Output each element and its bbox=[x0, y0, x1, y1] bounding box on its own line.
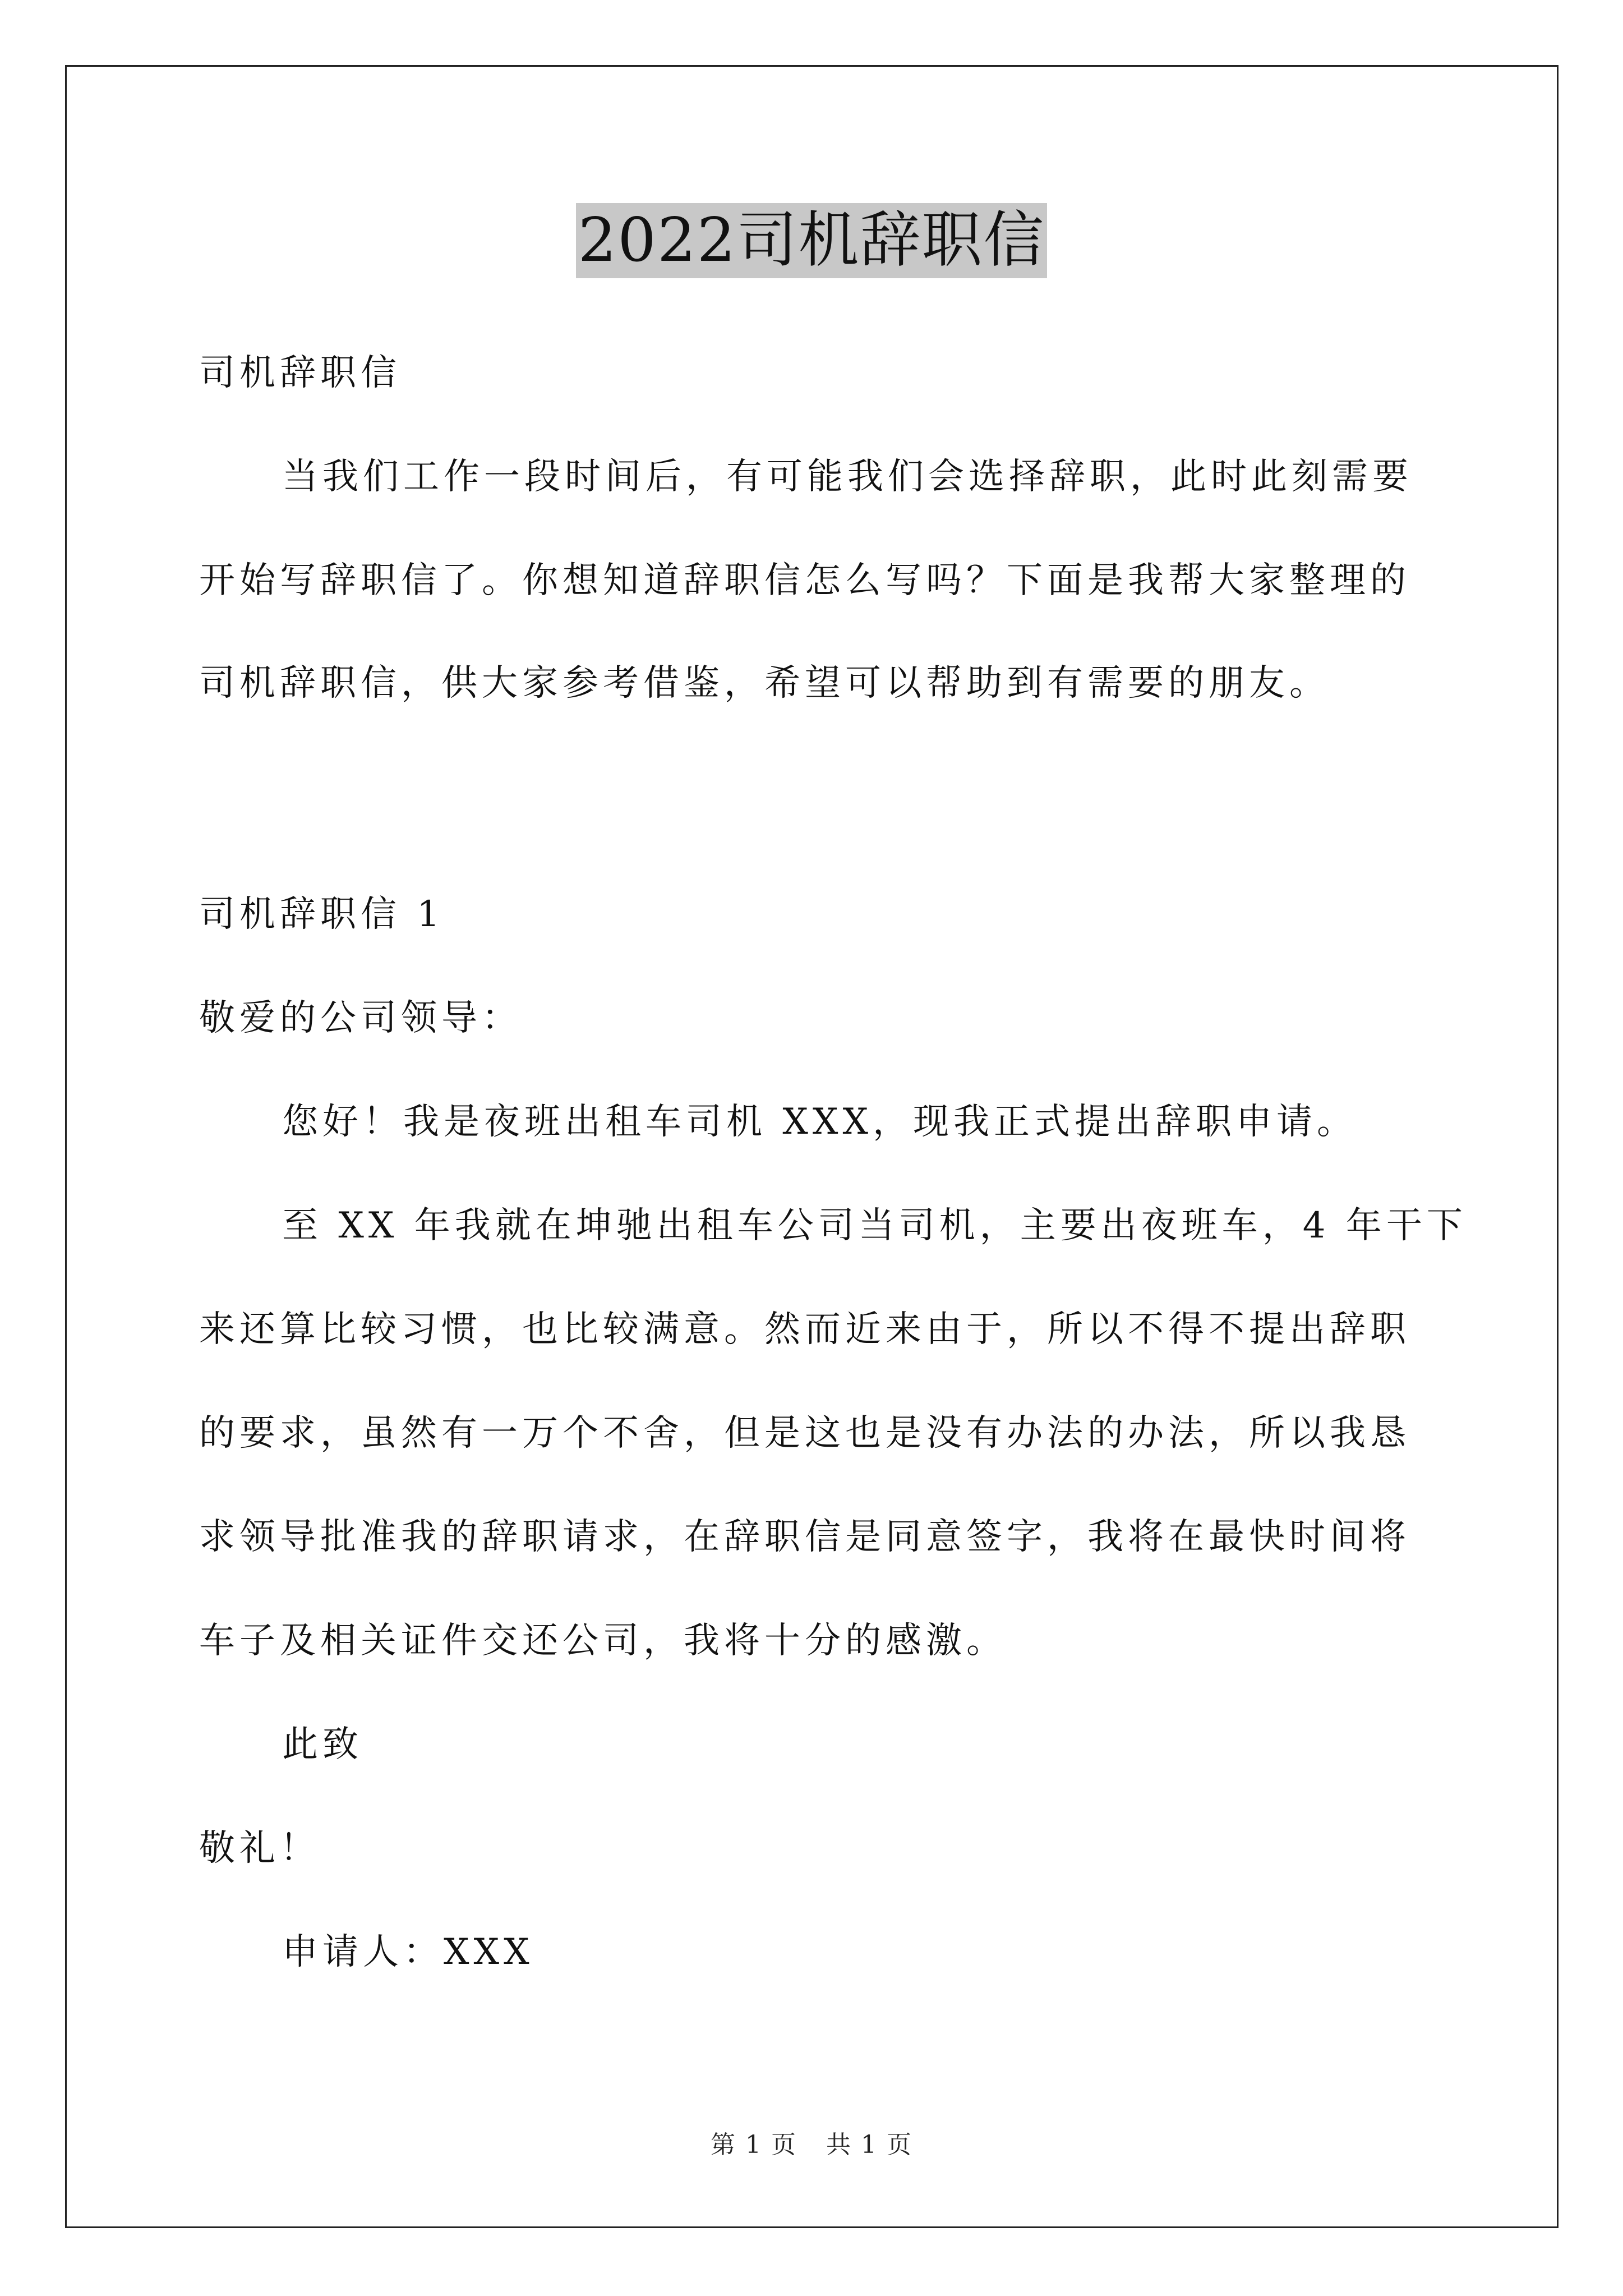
body-line: 来还算比较习惯，也比较满意。然而近来由于，所以不得不提出辞职 bbox=[199, 1309, 1410, 1350]
intro-line: 开始写辞职信了。你想知道辞职信怎么写吗？下面是我帮大家整理的 bbox=[199, 560, 1410, 601]
body-line: 至 XX 年我就在坤驰出租车公司当司机，主要出夜班车，4 年干下 bbox=[282, 1205, 1467, 1246]
body-line: 的要求，虽然有一万个不舍，但是这也是没有办法的办法，所以我恳 bbox=[199, 1412, 1410, 1454]
intro-line: 当我们工作一段时间后，有可能我们会选择辞职，此时此刻需要 bbox=[282, 456, 1413, 498]
page-total: 共 1 页 bbox=[826, 2131, 912, 2159]
body-line: 求领导批准我的辞职请求，在辞职信是同意签字，我将在最快时间将 bbox=[199, 1516, 1410, 1558]
signature: 申请人：XXX bbox=[282, 1931, 534, 1973]
salutation: 敬爱的公司领导： bbox=[199, 997, 522, 1039]
closing-line: 此致 bbox=[282, 1724, 363, 1765]
document-title: 2022司机辞职信 bbox=[576, 203, 1048, 278]
body-line: 车子及相关证件交还公司，我将十分的感激。 bbox=[199, 1620, 1007, 1662]
page-footer bbox=[0, 2128, 1623, 2162]
greeting-line: 您好！我是夜班出租车司机 XXX，现我正式提出辞职申请。 bbox=[282, 1101, 1358, 1143]
intro-line: 司机辞职信，供大家参考借鉴，希望可以帮助到有需要的朋友。 bbox=[199, 662, 1330, 704]
section-title: 司机辞职信 1 bbox=[199, 894, 445, 935]
title-container bbox=[0, 203, 1623, 278]
heading: 司机辞职信 bbox=[199, 352, 401, 394]
page-number: 第 1 页 bbox=[711, 2131, 797, 2159]
closing-line: 敬礼！ bbox=[199, 1828, 320, 1869]
